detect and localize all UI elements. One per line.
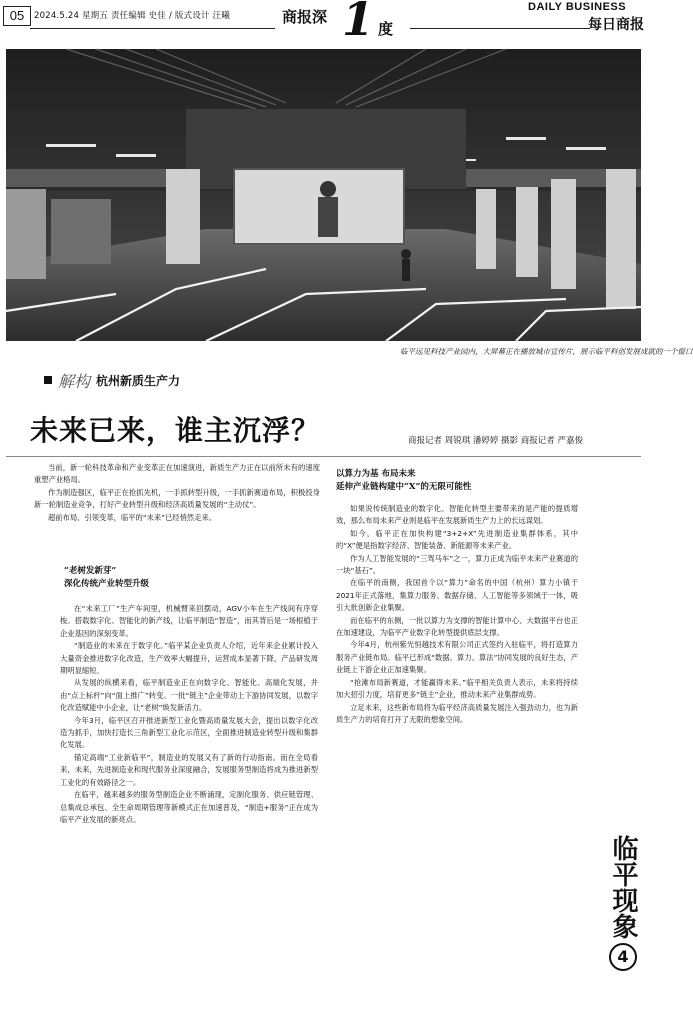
paragraph: 今年3月，临平区召开推进新型工业化暨高质量发展大会，提出以数字化改造为抓手，加快打造长三角新型工业化示范区，全面推进制造业转型升级和集群化发展。 bbox=[60, 715, 318, 750]
divider bbox=[6, 456, 641, 457]
column-brand bbox=[282, 0, 407, 44]
paragraph: 立足未来，这些新布局将为临平经济高质量发展注入强劲动力，也为新质生产力的培育打开了无限的想象空间。 bbox=[336, 702, 578, 724]
paragraph: 锚定高端“工业新临平”，制造业的发展又有了新的行动指南。而在全局看来，未来，先进制造业和现代服务业深度融合，发展服务型制造将成为推进新型工业化的有效路径之一。 bbox=[60, 752, 318, 787]
paragraph: 如今，临平正在加快构建“3+2+X”先进制造业集群体系，其中的“X”便是指数字经济、智能装备、新能源等未来产业。 bbox=[336, 528, 578, 551]
series-title-text: 临平现象 bbox=[608, 835, 638, 939]
feature-photo bbox=[6, 49, 641, 341]
subhead-line: “老树发新芽” bbox=[64, 566, 117, 576]
subhead-line: 深化传统产业转型升级 bbox=[64, 579, 150, 589]
series-number-badge: 4 bbox=[609, 943, 637, 971]
headline: 未来已来，谁主沉浮？ bbox=[30, 414, 321, 447]
paragraph: 作为人工智能发展的“三驾马车”之一，算力正成为临平未来产业赛道的一块“基石”。 bbox=[336, 553, 578, 576]
paragraph: “抢滩布局新赛道，才能赢得未来。”临平相关负责人表示，未来将持续加大招引力度，培育更多“链主”企业，推动未来产业集群成势。 bbox=[336, 677, 578, 700]
paragraph: 今年4月，杭州紫光恒越技术有限公司正式签约入驻临平，将打造算力服务产业链布局。临平已形成“数据、算力、算法”协同发展的良好生态，产业链上下游企业正加速集聚。 bbox=[336, 640, 578, 675]
right-subhead bbox=[336, 468, 576, 494]
header-rule-left bbox=[30, 28, 275, 29]
paragraph: 从发展的纵横来看，临平制造业正在向数字化、智能化、高端化发展，并由“点上标杆”向“面上推广”转变。一批“链主”企业带动上下游协同发展，以数字化改造赋能中小企业，让“老树”焕发新活力。 bbox=[60, 678, 318, 713]
paragraph: 如果说传统制造业的数字化、智能化转型主要带来的是产能的提质增效，那么布局未来产业则是临平在发展新质生产力上的长远谋划。 bbox=[336, 504, 578, 526]
subhead-line: 延伸产业链构建中“X”的无限可能性 bbox=[336, 482, 472, 492]
column-title-part-b: 度 bbox=[378, 20, 394, 38]
page-number: 05 bbox=[3, 6, 31, 26]
paragraph: 作为制造强区，临平正在抢抓先机，一手抓转型升级，一手抓新赛道布局，积极投身新一轮制造业竞争，打好产业转型升级和经济高质量发展的“主动仗”。 bbox=[34, 487, 320, 510]
column-title-big-number: 1 bbox=[342, 0, 375, 46]
paper-name: 每日商报 bbox=[588, 17, 644, 33]
byline: 商报记者 周锐琪 潘婷婷 摄影 商报记者 严嘉俊 bbox=[408, 436, 584, 446]
header-rule-right bbox=[410, 28, 590, 29]
series-title bbox=[608, 835, 638, 971]
intro-text bbox=[34, 462, 320, 524]
paragraph: 在“未来工厂”生产车间里，机械臂来回摆动，AGV小车在生产线间有序穿梭。搭载数字化、智能化的新产线，让临平制造“智造”，而其背后是一场根植于企业基因的深刻变革。 bbox=[60, 604, 318, 638]
section-kicker: 解构 bbox=[58, 371, 91, 391]
exhibition-hall-illustration bbox=[6, 49, 641, 341]
paragraph: 在临平，越来越多的服务型制造企业不断涌现，定制化服务、供应链管理、总集成总承包、全生命周期管理等新模式正在加速普及，“制造+服务”正在成为临平产业发展的新亮点。 bbox=[60, 790, 318, 824]
subhead-line: 以算力为基 布局未来 bbox=[336, 469, 416, 479]
photo-caption: 临平远见科技产业园内，大屏幕正在播放城市宣传片，展示临平科创发展成就的一个窗口 bbox=[400, 347, 693, 356]
paragraph: “制造业的未来在于数字化。”临平某企业负责人介绍，近年来企业累计投入大量资金推进数字化改造，生产效率大幅提升，运营成本显著下降，产品研发周期明显缩短。 bbox=[60, 641, 318, 676]
section-banner bbox=[44, 371, 180, 389]
paragraph: 当前，新一轮科技革命和产业变革正在加速演进，新质生产力正在以前所未有的速度重塑产业格局。 bbox=[34, 463, 320, 485]
right-body-text bbox=[336, 503, 578, 726]
paragraph: 在临平的南侧，我国首个以“算力”命名的中国（杭州）算力小镇于2021年正式落地，集算力服务、数据存储、人工智能等多领域于一体，吸引大批创新企业集聚。 bbox=[336, 578, 578, 613]
left-subhead bbox=[64, 565, 314, 591]
paragraph: 而在临平的东侧，一批以算力为支撑的智能计算中心、大数据平台也正在加速建设，为临平产业数字化转型提供底层支撑。 bbox=[336, 615, 578, 638]
section-title: 杭州新质生产力 bbox=[96, 373, 181, 388]
paragraph: 超前布局、引领变革，临平的“未来”已经悄然走来。 bbox=[48, 512, 217, 522]
left-body-text bbox=[60, 603, 318, 826]
column-title-part-a: 商报深 bbox=[282, 8, 328, 26]
daily-business-label: DAILY BUSINESS bbox=[528, 1, 627, 13]
section-marker-icon bbox=[44, 376, 52, 384]
header-info: 2024.5.24 星期五 责任编辑 史佳 / 版式设计 汪曦 bbox=[34, 11, 231, 21]
